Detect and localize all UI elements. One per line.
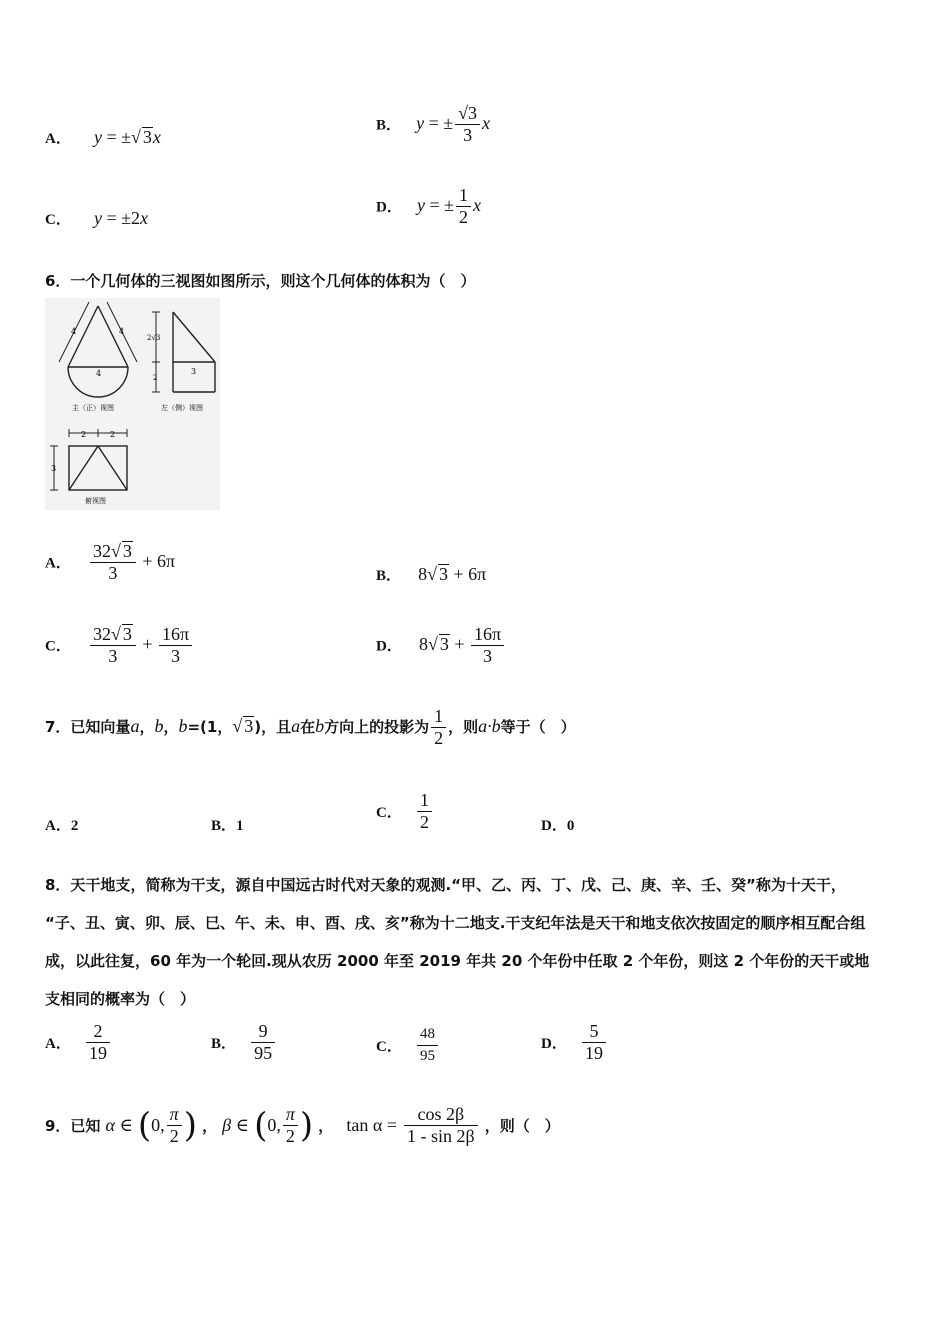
dim-label: 2 (81, 430, 87, 439)
math-var: y (416, 112, 425, 133)
fraction: $\frac{1}{2}$ (417, 790, 432, 833)
dim-label: 2 (110, 430, 116, 439)
fraction: $\frac{16\pi}{3}$ (471, 624, 504, 667)
fraction: $\frac{2}{19}$ (86, 1021, 110, 1064)
fraction: $\frac{√3}{3}$ (455, 103, 480, 146)
fraction: $\frac{16\pi}{3}$ (159, 624, 192, 667)
option-label: B． (376, 568, 402, 584)
math-var: y (93, 127, 102, 147)
q5-option-b[interactable] (376, 103, 490, 146)
q5-option-a[interactable]: A． y = ±√ 3x (45, 127, 161, 147)
q6-stem: 6．一个几何体的三视图如图所示，则这个几何体的体积为（ ） (45, 272, 476, 290)
option-label: C． (45, 212, 71, 228)
math-var: x (472, 194, 481, 215)
dim-label: 4 (71, 327, 77, 336)
option-label: A． (45, 131, 71, 147)
dim-label: 3 (191, 367, 197, 376)
q7-option-c[interactable]: C． $\frac{1}{2}$ (376, 790, 434, 833)
q7-option-a[interactable]: A．2 (45, 818, 79, 834)
fraction: $\frac{\pi}{2}$ (283, 1104, 298, 1147)
q8-option-d[interactable]: D． $\frac{5}{19}$ (541, 1021, 608, 1064)
fraction: $\frac{1}{2}$ (431, 706, 446, 749)
q8-stem-line4: 支相同的概率为（ ） (45, 990, 196, 1008)
dim-label: 4 (96, 369, 102, 378)
fraction: $\frac{32√ 3}{3}$ (90, 541, 136, 584)
q7-stem: 7．已知向量a，b，b=(1，√ 3)，且a在b方向上的投影为 $\frac{1}{2}$ ，则a·b等于（ ） (45, 706, 576, 748)
q5-option-c[interactable] (45, 208, 148, 229)
math-op: = ± (424, 194, 454, 215)
fraction: $\frac{9}{95}$ (251, 1021, 275, 1064)
option-label: D． (376, 199, 402, 216)
q7-option-b[interactable]: B．1 (211, 818, 244, 834)
dim-label: 2 (153, 374, 158, 382)
three-view-figure (45, 298, 220, 510)
math-var: x (152, 127, 161, 147)
q8-stem-line2: “子、丑、寅、卯、辰、巳、午、未、申、酉、戌、亥”称为十二地支.干支纪年法是天干和地支依次按固定的顺序相互配合组 (45, 914, 866, 932)
q8-option-c[interactable]: C． $\frac{48}{95}$ (376, 1024, 440, 1067)
math-coef: 8 (418, 633, 428, 654)
q6-option-b[interactable]: B． 8√ 3 + 6π (376, 564, 487, 584)
q6-option-a[interactable] (45, 541, 175, 584)
q6-option-d[interactable]: D． 8√ 3 + $\frac{16\pi}{3}$ (376, 624, 506, 667)
dim-label: 4 (119, 327, 125, 336)
math-op: + (137, 633, 157, 654)
radicand: 3 (439, 564, 448, 584)
dim-label: 2√3 (147, 334, 161, 342)
math-op: = ± (101, 127, 131, 147)
fraction: $\frac{1}{2}$ (456, 185, 471, 228)
q8-option-a[interactable]: A． $\frac{2}{19}$ (45, 1021, 112, 1064)
math-var: y (93, 208, 102, 228)
side-caption: 左（侧）视图 (161, 404, 203, 412)
math-op: = ± (424, 112, 454, 133)
fraction: $\frac{\cos 2\beta}{1 - \sin 2\beta}$ (404, 1104, 478, 1147)
fraction: $\frac{32√ 3}{3}$ (90, 624, 136, 667)
math-coef: 8 (418, 564, 428, 584)
front-caption: 主（正）视图 (72, 404, 114, 412)
q8-option-b[interactable]: B． $\frac{9}{95}$ (211, 1021, 277, 1064)
math-tail: + 6π (449, 564, 487, 584)
math-var: x (482, 112, 491, 133)
math-var: y (416, 194, 425, 215)
option-label: B． (376, 117, 402, 134)
option-label: C． (45, 638, 71, 655)
fraction: $\frac{\pi}{2}$ (167, 1104, 182, 1147)
dim-label: 3 (51, 464, 57, 473)
q8-stem-line1: 8．天干地支，简称为干支，源自中国远古时代对天象的观测.“甲、乙、丙、丁、戊、己、庚、辛、壬、癸”称为十天干， (45, 876, 846, 894)
math-op: = ±2 (101, 208, 140, 228)
q6-option-c[interactable] (45, 624, 194, 667)
fraction: $\frac{48}{95}$ (417, 1024, 438, 1067)
option-label: D． (376, 638, 402, 655)
radicand: 3 (439, 633, 449, 654)
math-op: + (449, 633, 469, 654)
top-caption: 俯视图 (85, 497, 106, 505)
radicand: 3 (142, 127, 152, 147)
math-var: x (139, 208, 148, 228)
q7-option-d[interactable]: D．0 (541, 818, 575, 834)
q8-stem-line3: 成，以此往复，60 年为一个轮回.现从农历 2000 年至 2019 年共 20 个年份中任取 2 个年份，则这 2 个年份的天干或地 (45, 952, 870, 970)
math-tail: + 6π (137, 550, 176, 571)
option-label: A． (45, 555, 71, 572)
q9-stem: 9．已知 α ∈ (0, $\frac{\pi}{2}$ ) ， β ∈ (0, $\frac{\pi}{2}$ ) ， tan α = $\frac{\cos 2\beta}{1 - \sin 2\beta}$ ，则（ ） (45, 1104, 560, 1146)
fraction: $\frac{5}{19}$ (582, 1021, 606, 1064)
q5-option-d[interactable] (376, 185, 481, 228)
